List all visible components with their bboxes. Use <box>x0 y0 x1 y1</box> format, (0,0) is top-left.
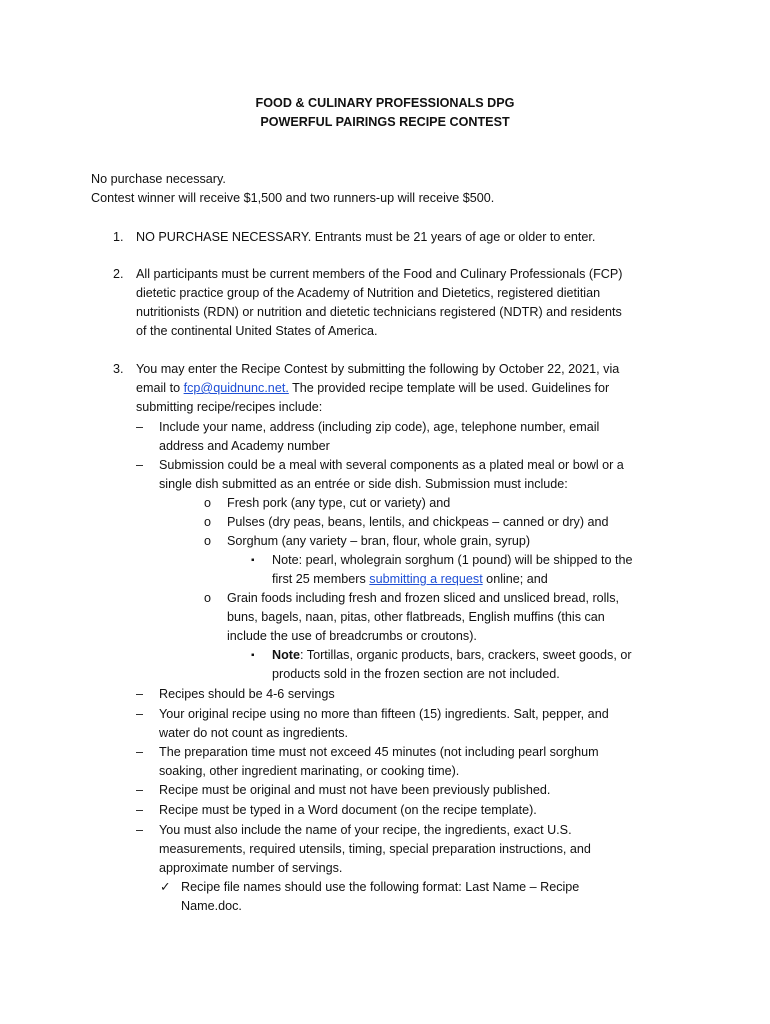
guideline-prep-time-line2: soaking, other ingredient marinating, or cooking time). <box>159 764 460 778</box>
ingredient-grain-line1: Grain foods including fresh and frozen sliced and unsliced bread, rolls, <box>227 591 620 605</box>
dash-bullet: – <box>136 803 144 817</box>
dash-bullet: – <box>136 420 144 434</box>
rule-3-line2-pre: email to <box>136 381 184 395</box>
grain-note-label: Note <box>272 648 300 662</box>
checkmark-icon: ✓ <box>160 880 171 894</box>
contest-email-link[interactable]: fcp@quidnunc.net. <box>183 381 289 395</box>
ingredient-grain-line3: include the use of breadcrumbs or croutons). <box>227 629 477 643</box>
guideline-contact-line2: address and Academy number <box>159 439 330 453</box>
sorghum-note-pre: first 25 members <box>272 572 370 586</box>
intro-line1: No purchase necessary. <box>91 172 226 186</box>
sorghum-note-line2 <box>272 570 548 589</box>
dash-bullet: – <box>136 745 144 759</box>
rule-2-number: 2. <box>113 267 124 281</box>
dash-bullet: – <box>136 823 144 837</box>
circle-bullet: o <box>204 496 212 510</box>
filename-format-line1: Recipe file names should use the following format: Last Name – Recipe <box>181 880 580 894</box>
sorghum-note-post: online; and <box>482 572 548 586</box>
rule-3-number: 3. <box>113 362 124 376</box>
rule-3-line2-post: The provided recipe template will be used. Guidelines for <box>288 381 610 395</box>
grain-note-line1 <box>272 646 632 665</box>
grain-note-text: : Tortillas, organic products, bars, crackers, sweet goods, or <box>300 648 632 662</box>
square-bullet: ▪ <box>251 555 255 566</box>
rule-1-number: 1. <box>113 230 124 244</box>
rule-2-line4: of the continental United States of America. <box>136 324 378 338</box>
submitting-request-link[interactable]: submitting a request <box>369 572 483 586</box>
rule-2-line3: nutritionists (RDN) or nutrition and dietetic technicians registered (NDTR) and residents <box>136 305 622 319</box>
circle-bullet: o <box>204 534 212 548</box>
circle-bullet: o <box>204 591 212 605</box>
guideline-details-line3: approximate number of servings. <box>159 861 343 875</box>
rule-1-text: NO PURCHASE NECESSARY. Entrants must be 21 years of age or older to enter. <box>136 230 596 244</box>
guideline-ingredients-line2: water do not count as ingredients. <box>159 726 349 740</box>
document-title-line1: FOOD & CULINARY PROFESSIONALS DPG <box>255 96 515 110</box>
rule-2-line1: All participants must be current members of the Food and Culinary Professionals (FCP) <box>136 267 623 281</box>
rule-2-line2: dietetic practice group of the Academy of Nutrition and Dietetics, registered dietitian <box>136 286 601 300</box>
rule-3-line2 <box>136 379 609 398</box>
grain-note-line2: products sold in the frozen section are not included. <box>272 667 560 681</box>
ingredient-grain-line2: buns, bagels, naan, pitas, other flatbreads, English muffins (this can <box>227 610 605 624</box>
rule-3-line1: You may enter the Recipe Contest by submitting the following by October 22, 2021, via <box>136 362 620 376</box>
dash-bullet: – <box>136 783 144 797</box>
guideline-servings: Recipes should be 4-6 servings <box>159 687 335 701</box>
guideline-word-document: Recipe must be typed in a Word document (on the recipe template). <box>159 803 537 817</box>
rule-3-line3: submitting recipe/recipes include: <box>136 400 323 414</box>
dash-bullet: – <box>136 707 144 721</box>
square-bullet: ▪ <box>251 650 255 661</box>
guideline-contact-line1: Include your name, address (including zip code), age, telephone number, email <box>159 420 600 434</box>
guideline-original: Recipe must be original and must not have been previously published. <box>159 783 551 797</box>
circle-bullet: o <box>204 515 212 529</box>
guideline-details-line2: measurements, required utensils, timing, special preparation instructions, and <box>159 842 591 856</box>
guideline-prep-time-line1: The preparation time must not exceed 45 minutes (not including pearl sorghum <box>159 745 599 759</box>
filename-format-line2: Name.doc. <box>181 899 242 913</box>
document-title-line2: POWERFUL PAIRINGS RECIPE CONTEST <box>260 115 510 129</box>
guideline-ingredients-line1: Your original recipe using no more than fifteen (15) ingredients. Salt, pepper, and <box>159 707 609 721</box>
ingredient-pulses: Pulses (dry peas, beans, lentils, and chickpeas – canned or dry) and <box>227 515 609 529</box>
dash-bullet: – <box>136 687 144 701</box>
ingredient-pork: Fresh pork (any type, cut or variety) and <box>227 496 451 510</box>
guideline-submission-line2: single dish submitted as an entrée or side dish. Submission must include: <box>159 477 568 491</box>
sorghum-note-line1: Note: pearl, wholegrain sorghum (1 pound) will be shipped to the <box>272 553 633 567</box>
ingredient-sorghum: Sorghum (any variety – bran, flour, whole grain, syrup) <box>227 534 531 548</box>
dash-bullet: – <box>136 458 144 472</box>
intro-line2: Contest winner will receive $1,500 and two runners-up will receive $500. <box>91 191 495 205</box>
guideline-submission-line1: Submission could be a meal with several components as a plated meal or bowl or a <box>159 458 624 472</box>
guideline-details-line1: You must also include the name of your recipe, the ingredients, exact U.S. <box>159 823 572 837</box>
